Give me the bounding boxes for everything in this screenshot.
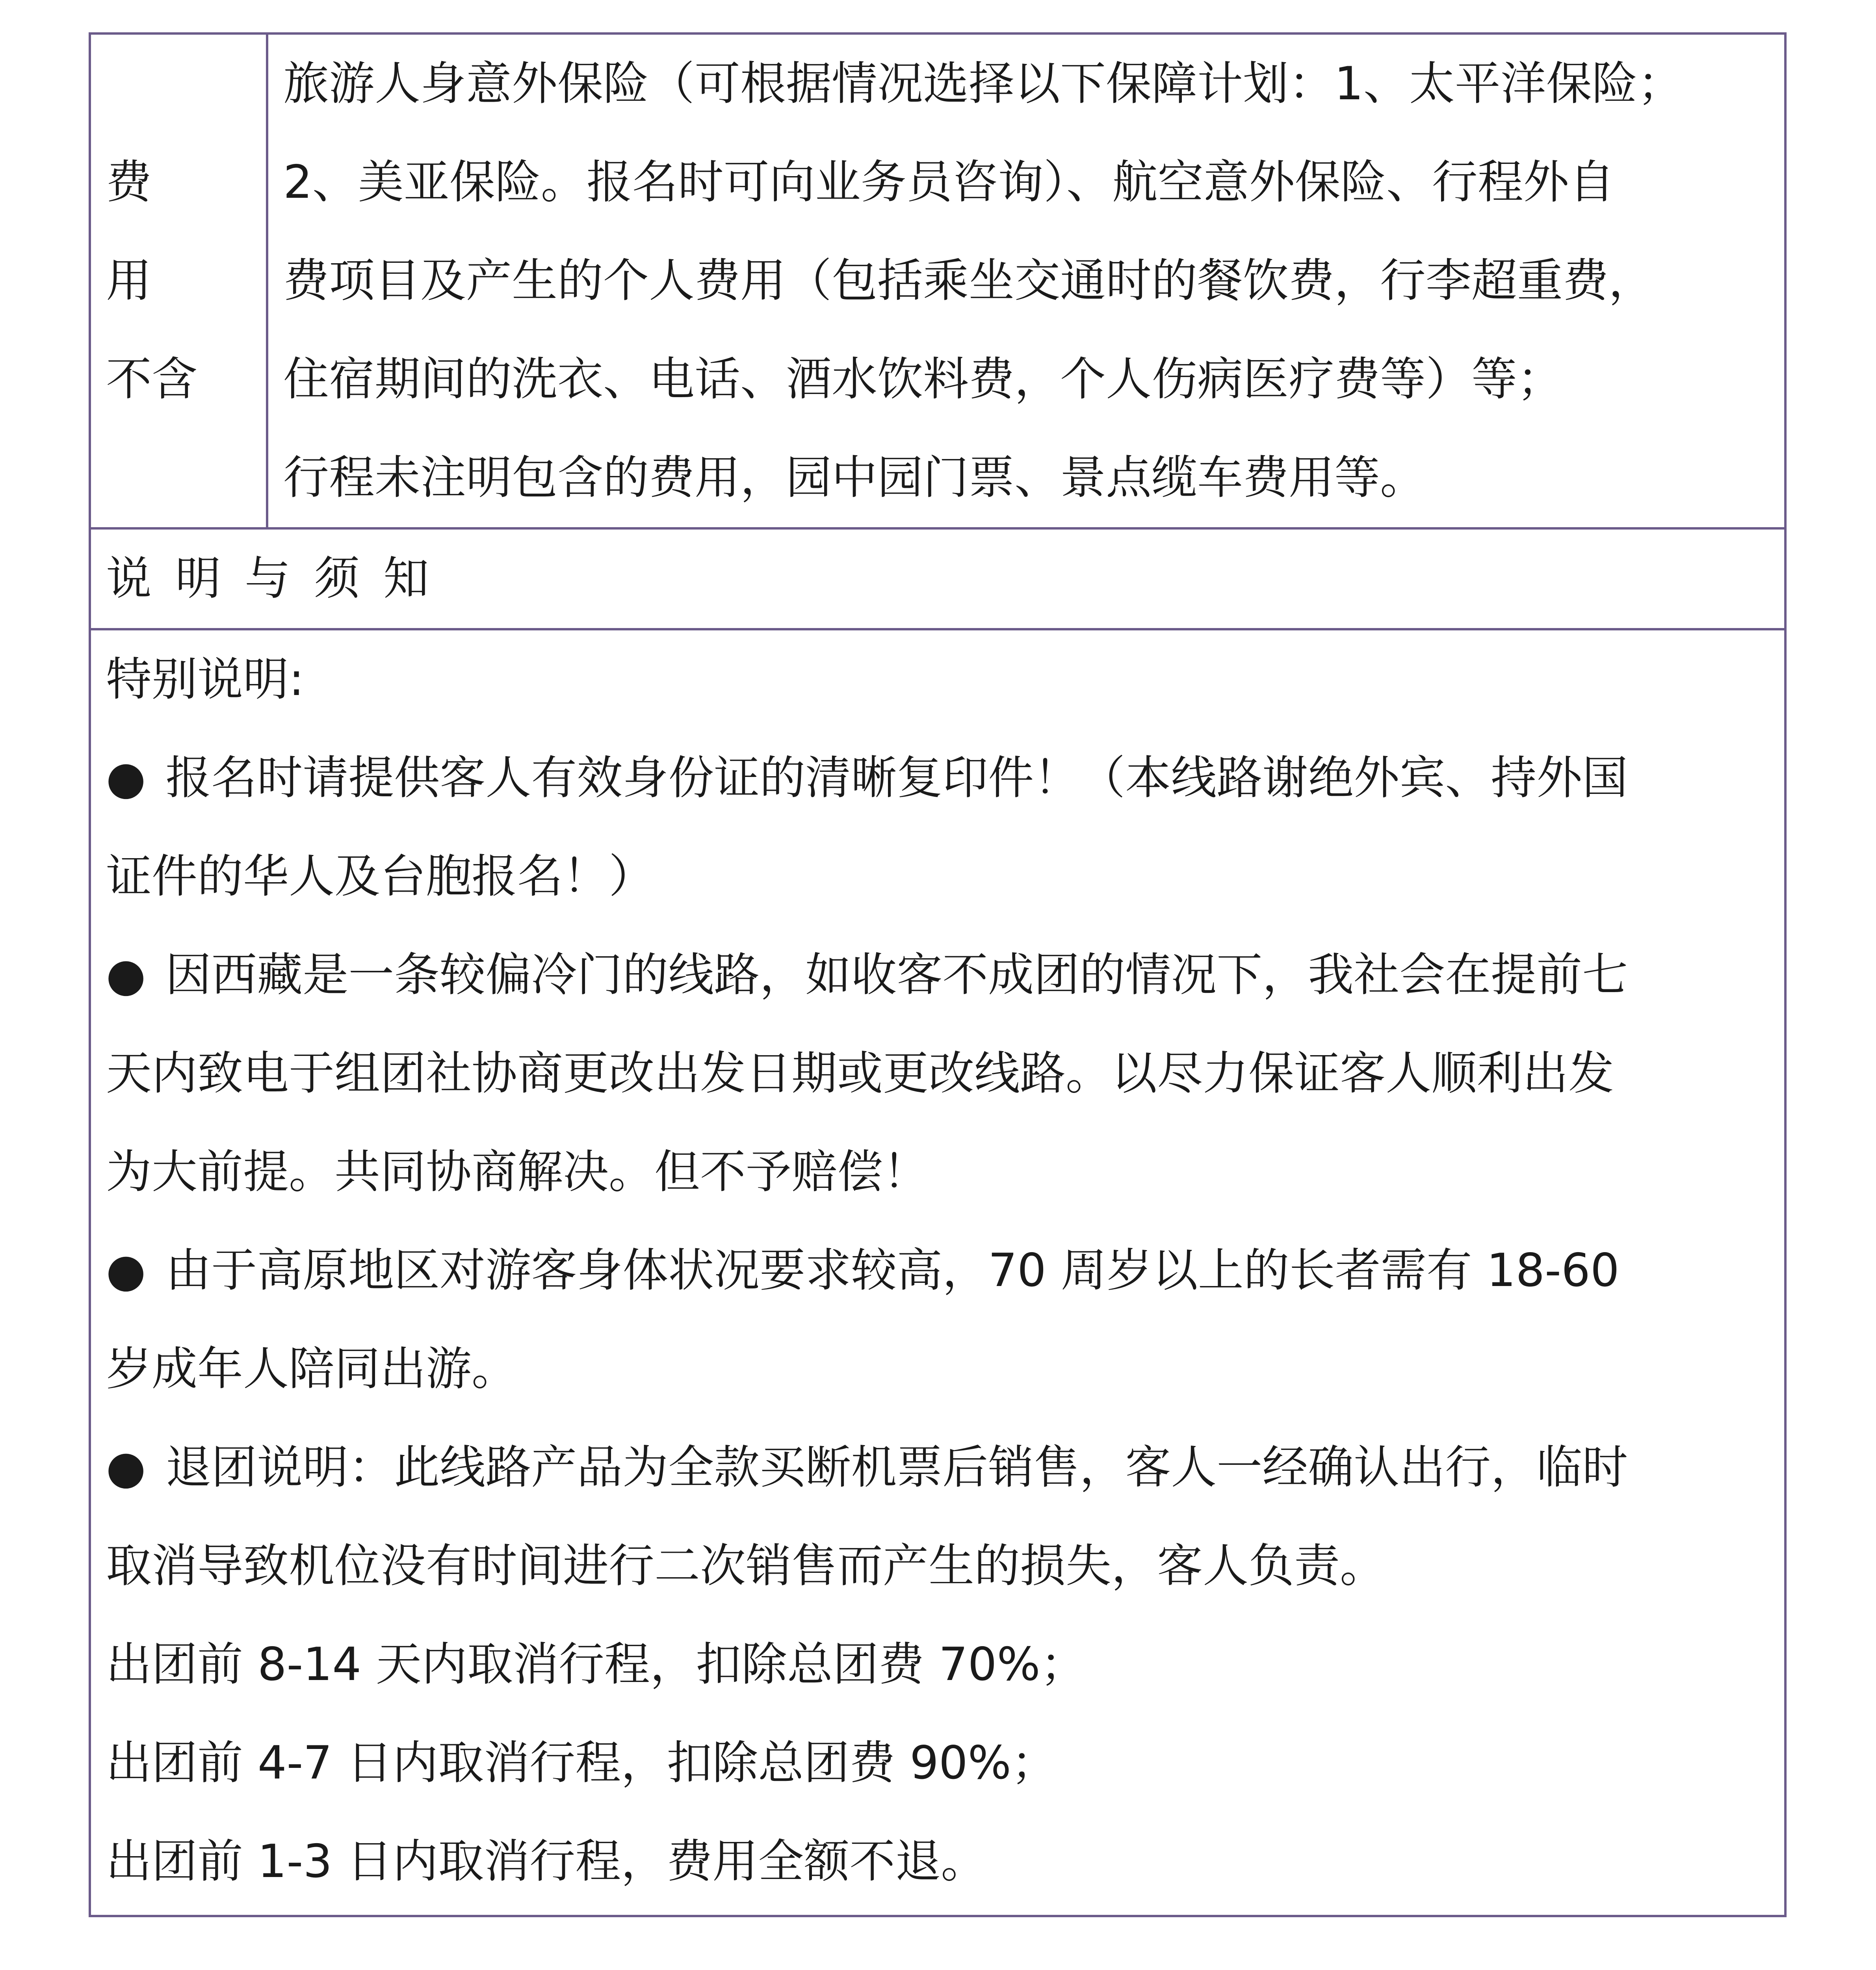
bullet-icon: ● — [106, 751, 146, 805]
note-line: 天内致电于组团社协商更改出发日期或更改线路。以尽力保证客人顺利出发 — [106, 1047, 1614, 1100]
fee-line: 住宿期间的洗衣、电话、酒水饮料费，个人伤病医疗费等）等； — [283, 353, 1563, 406]
note-line: 证件的华人及台胞报名！） — [106, 850, 654, 903]
label-line-2: 不含 — [106, 353, 197, 406]
label-line-1: 费用 — [106, 156, 199, 307]
note-line: 为大前提。共同协商解决。但不予赔偿！ — [106, 1145, 929, 1199]
fee-exclusions-label — [90, 33, 267, 528]
note-bullet-1: ● 报名时请提供客人有效身份证的清晰复印件！（本线路谢绝外宾、持外国 — [106, 729, 1769, 827]
note-bullet-2: ● 因西藏是一条较偏冷门的线路，如收客不成团的情况下，我社会在提前七 — [106, 926, 1769, 1024]
notes-content — [90, 629, 1785, 1916]
note-line: 取消导致机位没有时间进行二次销售而产生的损失，客人负责。 — [106, 1539, 1386, 1593]
notes-heading: 特别说明: — [106, 653, 305, 706]
bullet-icon: ● — [106, 1441, 146, 1494]
fee-line: 费项目及产生的个人费用（包括乘坐交通时的餐饮费，行李超重费， — [283, 254, 1654, 307]
fee-line: 2、美亚保险。报名时可向业务员咨询）、航空意外保险、行程外自 — [283, 156, 1615, 209]
fee-line: 旅游人身意外保险（可根据情况选择以下保障计划：1、太平洋保险； — [283, 57, 1683, 110]
fee-exclusions-row — [90, 33, 1785, 528]
notes-title-row — [90, 528, 1785, 629]
bullet-icon: ● — [106, 1244, 146, 1297]
cancellation-rule: 出团前 1-3 日内取消行程，费用全额不退。 — [106, 1835, 987, 1888]
fee-exclusions-content — [267, 33, 1785, 528]
cancellation-rule: 出团前 8-14 天内取消行程，扣除总团费 70%； — [106, 1638, 1086, 1691]
note-bullet-4: ● 退团说明：此线路产品为全款买断机票后销售，客人一经确认出行，临时 — [106, 1418, 1769, 1517]
notes-row — [90, 629, 1785, 1916]
notes-title: 说明与须知 — [90, 528, 1785, 629]
cancellation-rule: 出团前 4-7 日内取消行程，扣除总团费 90%； — [106, 1736, 1057, 1790]
info-table — [89, 32, 1787, 1917]
bullet-icon: ● — [106, 948, 146, 1002]
note-line: 岁成年人陪同出游。 — [106, 1342, 517, 1396]
note-bullet-3: ● 由于高原地区对游客身体状况要求较高，70 周岁以上的长者需有 18-60 — [106, 1221, 1769, 1320]
fee-line: 行程未注明包含的费用，园中园门票、景点缆车费用等。 — [283, 451, 1426, 504]
